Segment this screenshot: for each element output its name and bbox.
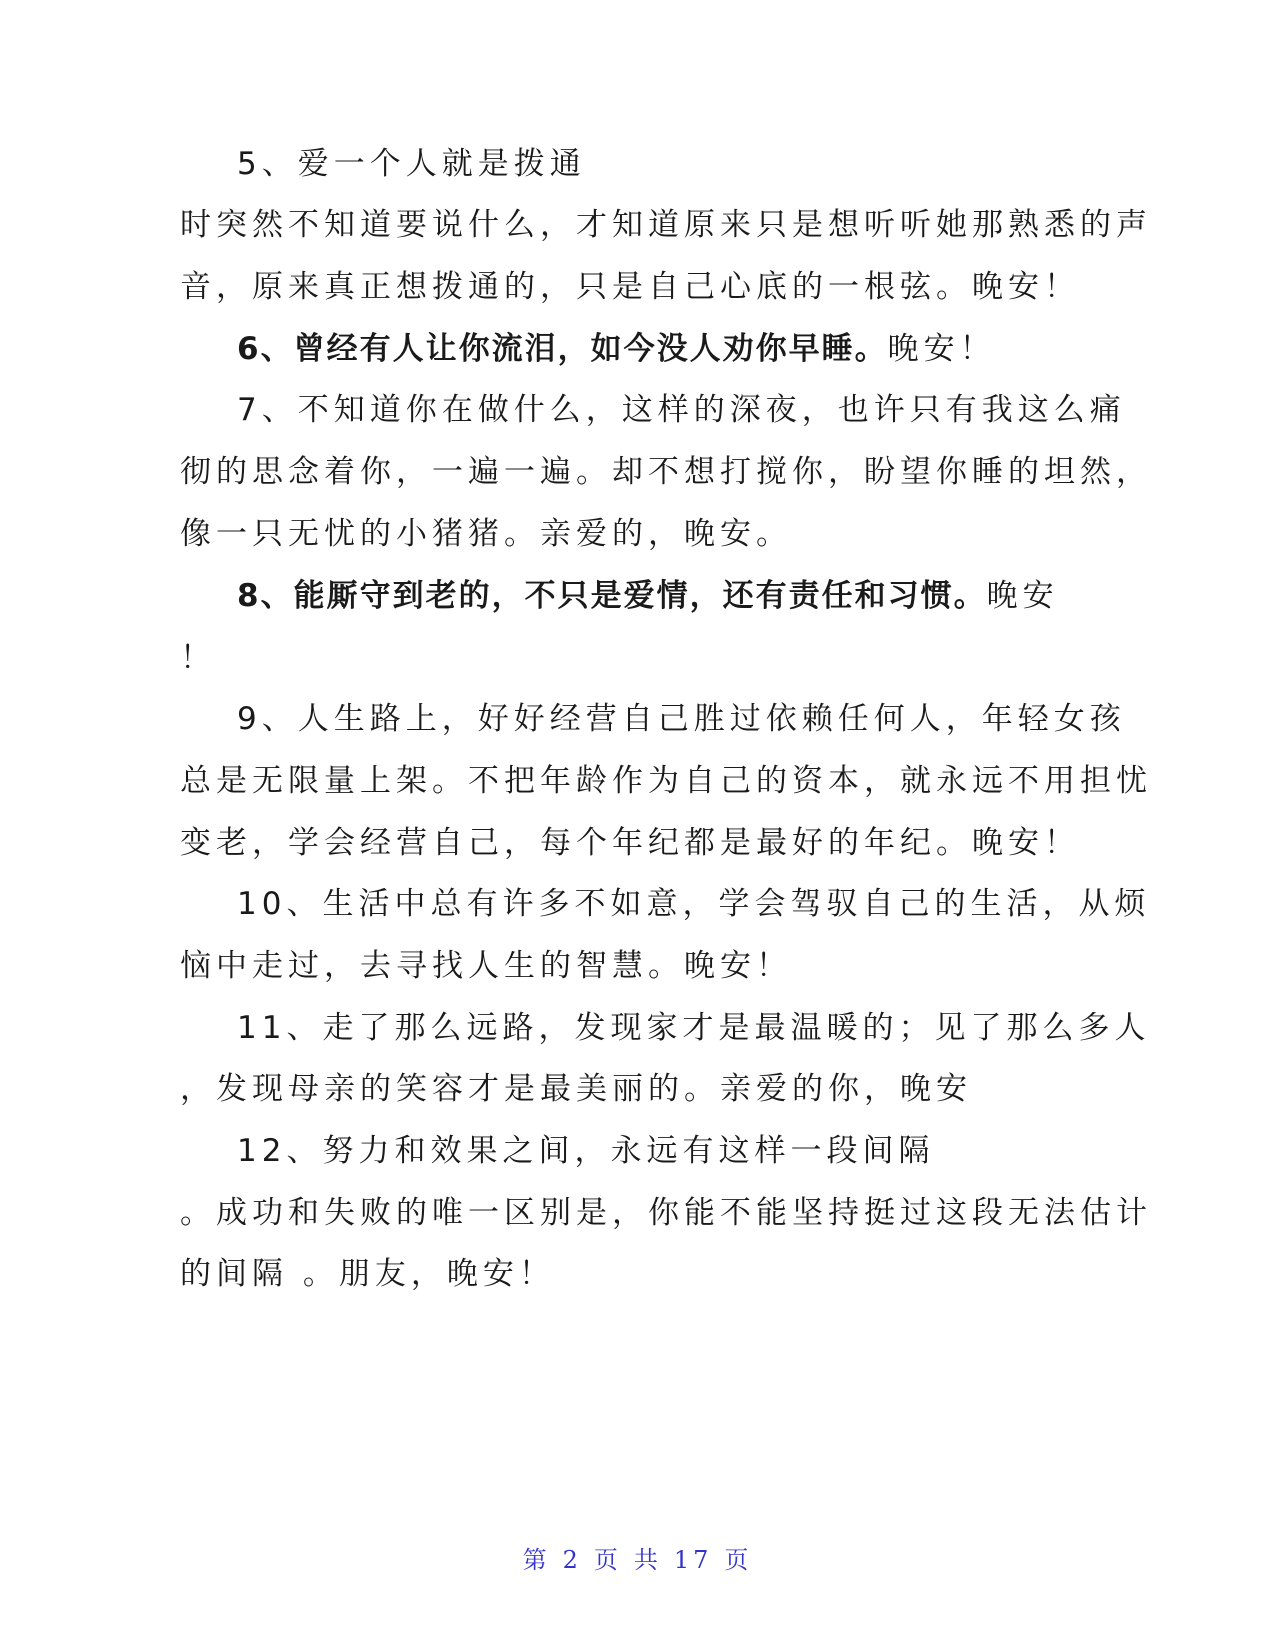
- footer-total-word: 共: [633, 1546, 662, 1574]
- page-number-footer: [0, 1540, 1275, 1575]
- paragraph-12-line-1: 12、努力和效果之间，永远有这样一段间隔: [237, 1133, 935, 1169]
- paragraph-8-line-2: ！: [180, 640, 216, 676]
- paragraph-9-line-1: 9、人生路上，好好经营自己胜过依赖任何人，年轻女孩: [237, 701, 1126, 737]
- paragraph-7-line-3: 像一只无忧的小猪猪。亲爱的，晚安。: [180, 516, 792, 552]
- paragraph-5-line-1: 5、爱一个人就是拨通: [237, 146, 586, 182]
- paragraph-12-line-3: 的间隔 。朋友，晚安！: [180, 1256, 555, 1292]
- paragraph-7-line-1: 7、不知道你在做什么，这样的深夜，也许只有我这么痛: [237, 392, 1126, 428]
- paragraph-12-line-2: 。成功和失败的唯一区别是，你能不能坚持挺过这段无法估计: [180, 1195, 1152, 1231]
- footer-page-word: 页: [593, 1546, 622, 1574]
- paragraph-11-line-1: 11、走了那么远路，发现家才是最温暖的；见了那么多人: [237, 1010, 1151, 1046]
- paragraph-11-line-2: ，发现母亲的笑容才是最美丽的。亲爱的你，晚安: [180, 1071, 972, 1107]
- paragraph-8-bold-text: 8、能厮守到老的，不只是爱情，还有责任和习惯。: [237, 578, 987, 614]
- paragraph-6-line-1: [237, 329, 996, 369]
- paragraph-5-line-3: 音，原来真正想拨通的，只是自己心底的一根弦。晚安！: [180, 269, 1080, 305]
- paragraph-8-tail-text: 晚安: [986, 578, 1059, 614]
- footer-total-pages: 17: [673, 1546, 713, 1574]
- footer-current-page: 2: [562, 1546, 582, 1574]
- paragraph-9-line-2: 总是无限量上架。不把年龄作为自己的资本，就永远不用担忧: [180, 763, 1152, 799]
- paragraph-5-line-2: 时突然不知道要说什么，才知道原来只是想听听她那熟悉的声: [180, 207, 1152, 243]
- paragraph-8-line-1: [237, 576, 1059, 616]
- paragraph-7-line-2: 彻的思念着你，一遍一遍。却不想打搅你，盼望你睡的坦然，: [180, 454, 1152, 490]
- paragraph-6-tail-text: 晚安！: [887, 331, 996, 367]
- footer-prefix: 第: [522, 1546, 551, 1574]
- paragraph-6-bold-text: 6、曾经有人让你流泪，如今没人劝你早睡。: [237, 331, 888, 367]
- paragraph-10-line-1: 10、生活中总有许多不如意，学会驾驭自己的生活，从烦: [237, 886, 1151, 922]
- footer-suffix: 页: [724, 1546, 753, 1574]
- paragraph-10-line-2: 恼中走过，去寻找人生的智慧。晚安！: [180, 948, 792, 984]
- paragraph-9-line-3: 变老，学会经营自己，每个年纪都是最好的年纪。晚安！: [180, 825, 1080, 861]
